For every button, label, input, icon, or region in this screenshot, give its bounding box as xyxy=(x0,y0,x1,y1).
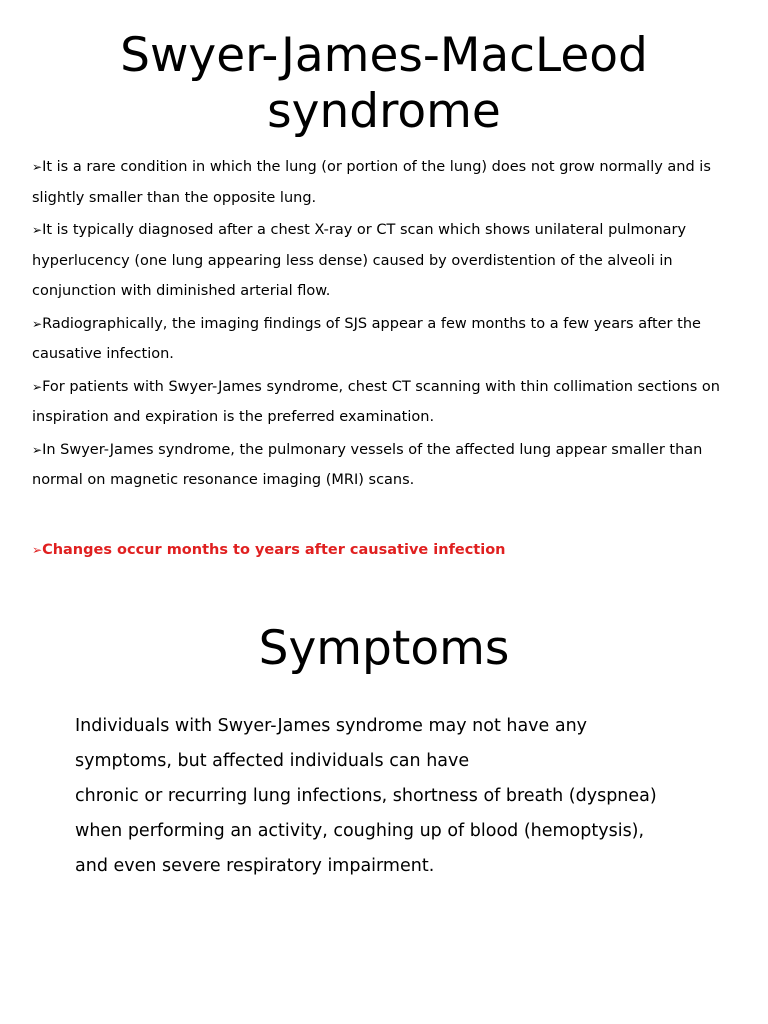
symptoms-line: symptoms, but affected individuals can have xyxy=(75,751,470,771)
symptoms-line: and even severe respiratory impairment. xyxy=(75,856,435,876)
bullet-item xyxy=(32,372,740,433)
bullet-item xyxy=(32,309,740,370)
page-title xyxy=(0,28,768,140)
page-title-line-2: syndrome xyxy=(267,84,501,139)
symptoms-paragraph xyxy=(75,709,735,884)
bullet-arrow-icon: ➢ xyxy=(32,442,43,457)
bullet-item xyxy=(32,215,740,307)
page-title-line-1: Swyer-James-MacLeod xyxy=(120,28,648,83)
bullet-text: It is a rare condition in which the lung (or portion of the lung) does not grow normally and is slightly smaller than the opposite lung. xyxy=(32,159,711,206)
bullet-text: For patients with Swyer-James syndrome, chest CT scanning with thin collimation sections on inspiration and expiration is the preferred examination. xyxy=(32,378,720,425)
bullet-arrow-icon: ➢ xyxy=(32,379,43,394)
highlight-note xyxy=(32,535,740,565)
highlight-text: Changes occur months to years after causative infection xyxy=(42,542,506,558)
symptoms-line: when performing an activity, coughing up of blood (hemoptysis), xyxy=(75,821,645,841)
bullet-text: In Swyer-James syndrome, the pulmonary vessels of the affected lung appear smaller than normal on magnetic resonance imaging (MRI) scans. xyxy=(32,441,703,488)
symptoms-line: chronic or recurring lung infections, shortness of breath (dyspnea) xyxy=(75,786,657,806)
symptoms-line: Individuals with Swyer-James syndrome may not have any xyxy=(75,716,588,736)
bullet-item xyxy=(32,435,740,496)
bullet-arrow-icon: ➢ xyxy=(32,160,43,174)
highlight-arrow-icon: ➢ xyxy=(32,543,43,557)
bullet-list xyxy=(32,152,740,498)
bullet-text: Radiographically, the imaging findings of SJS appear a few months to a few years after the causative infection. xyxy=(32,315,701,362)
bullet-arrow-icon: ➢ xyxy=(32,316,43,331)
bullet-text: It is typically diagnosed after a chest X-ray or CT scan which shows unilateral pulmonary hyperlucency (one lung appearing less dense) caused by overdistention of the alveoli in conjunction with diminished arterial flow. xyxy=(32,222,687,299)
bullet-item xyxy=(32,152,740,213)
bullet-arrow-icon: ➢ xyxy=(32,223,43,237)
symptoms-heading: Symptoms xyxy=(258,621,510,676)
